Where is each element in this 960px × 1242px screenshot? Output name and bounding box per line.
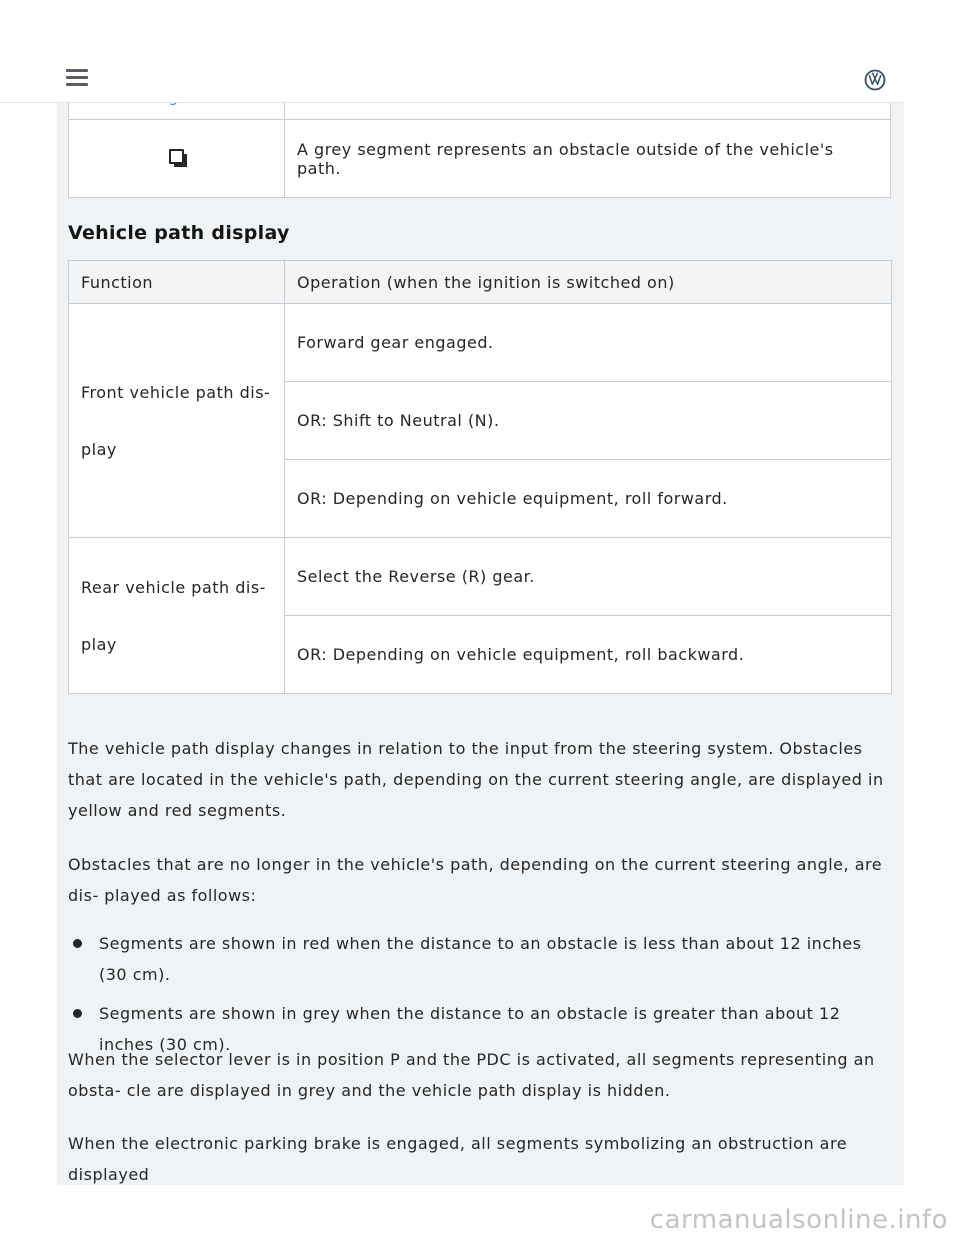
body-paragraph: The vehicle path display changes in relation to the input from the steering system. Obstacles that are located in the vehicle's path, depending on the current steering angle, are displayed in yellow and red segments. (68, 739, 884, 820)
function-cell: Front vehicle path dis- play (69, 304, 285, 538)
table-header-row (69, 261, 892, 304)
column-header-function: Function (69, 261, 285, 304)
table-row (69, 538, 892, 616)
operation-cell: OR: Depending on vehicle equipment, roll backward. (285, 616, 892, 694)
function-cell: Rear vehicle path dis- play (69, 538, 285, 694)
table-row (69, 120, 891, 198)
column-header-operation: Operation (when the ignition is switched on) (285, 261, 892, 304)
watermark: carmanualsonline.info (649, 1205, 948, 1235)
vehicle-path-table (68, 260, 892, 694)
operation-cell: OR: Shift to Neutral (N). (285, 382, 892, 460)
legend-text: A grey segment represents an obstacle outside of the vehicle's path. (285, 120, 891, 198)
body-paragraph: When the selector lever is in position P and the PDC is activated, all segments representing an obsta- cle are displayed in grey and the vehicle path display is hidden. (68, 1050, 875, 1100)
table-row (69, 304, 892, 382)
body-paragraph: When the electronic parking brake is engaged, all segments symbolizing an obstruction are displayed (68, 1134, 848, 1184)
top-bar (0, 0, 904, 103)
list-item: Segments are shown in red when the distance to an obstacle is less than about 12 inches (30 cm). (68, 928, 892, 990)
section-title: Vehicle path display (68, 222, 290, 244)
operation-cell: OR: Depending on vehicle equipment, roll forward. (285, 460, 892, 538)
vw-logo-icon[interactable] (864, 69, 886, 91)
table-cell (69, 120, 285, 198)
body-paragraph: Obstacles that are no longer in the vehicle's path, depending on the current steering angle, are dis- played as follows: (68, 855, 883, 905)
operation-cell: Forward gear engaged. (285, 304, 892, 382)
list-item: Segments are shown in grey when the distance to an obstacle is greater than about 12 inches (30 cm). (68, 998, 892, 1060)
grey-segment-icon (169, 149, 184, 164)
hamburger-menu-icon[interactable] (66, 69, 88, 87)
operation-cell: Select the Reverse (R) gear. (285, 538, 892, 616)
